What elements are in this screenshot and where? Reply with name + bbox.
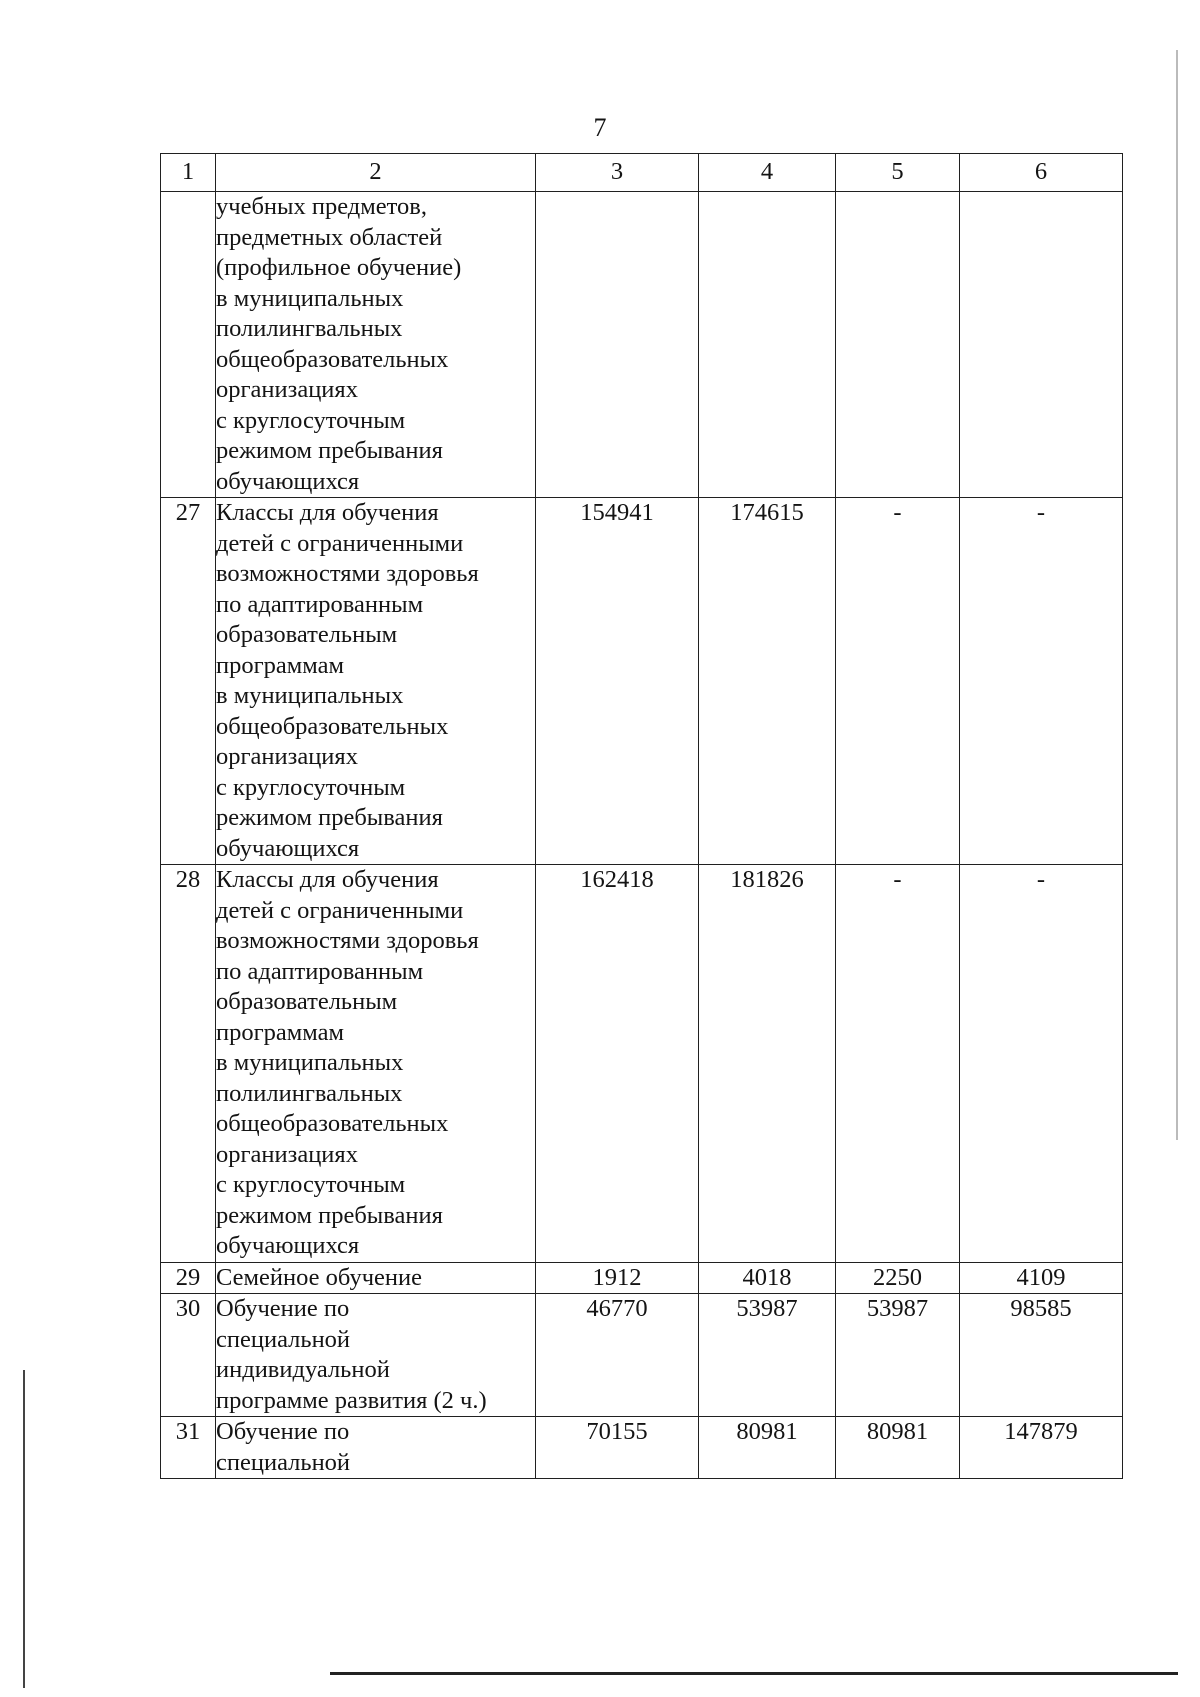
description-line: программам [216,651,345,679]
description-line: Классы для обучения [216,866,439,893]
description-line: обучающихся [216,834,360,862]
description-line: общеобразовательных [216,1110,449,1137]
description-line: (профильное обучение) [216,254,462,281]
value-cell-c6: - [960,498,1123,865]
row-description [216,498,536,865]
description-line: обучающихся [216,467,360,495]
description-line: программам [216,1018,345,1046]
description-line: общеобразовательных [216,712,449,740]
bottom-rule [330,1672,1178,1675]
description-line: образовательным [216,621,398,648]
value-cell-c5: 80981 [836,1417,960,1479]
row-description [216,865,536,1263]
description-line: образовательным [216,988,398,1015]
row-description [216,1294,536,1417]
description-line: специальной [216,1325,351,1353]
table-row [161,1417,1123,1479]
value-cell-c6: 98585 [960,1294,1123,1417]
value-cell-c3: 70155 [536,1417,699,1479]
description-line: общеобразовательных [216,345,449,373]
row-number: 29 [161,1262,216,1294]
table-row [161,865,1123,1263]
value-cell-c4: 181826 [699,865,836,1263]
description-line: предметных областей [216,223,443,251]
description-line: обучающихся [216,1232,360,1259]
description-line: организациях [216,743,358,770]
description-line: детей с ограниченными [216,529,464,557]
description-line: возможностями здоровья [216,560,479,587]
description-line: по адаптированным [216,957,424,985]
description-line: специальной [216,1448,351,1476]
value-cell-c6: - [960,865,1123,1263]
description-line: полилингвальных [216,315,403,342]
description-line: режимом пребывания [216,1201,443,1229]
table-row [161,498,1123,865]
table-header-row [161,154,1123,192]
row-description [216,1262,536,1294]
description-line: в муниципальных [216,284,404,312]
description-line: организациях [216,376,358,403]
value-cell-c4: 53987 [699,1294,836,1417]
description-line: возможностями здоровья [216,927,479,954]
description-line: индивидуальной [216,1356,390,1383]
column-header: 6 [960,154,1123,192]
description-line: организациях [216,1140,358,1168]
value-cell-c5: - [836,865,960,1263]
column-header: 2 [216,154,536,192]
value-cell-c3: 154941 [536,498,699,865]
description-line: с круглосуточным [216,773,406,801]
table-body [161,192,1123,1479]
value-cell-c3 [536,192,699,498]
value-cell-c4: 4018 [699,1262,836,1294]
description-line: режимом пребывания [216,437,443,464]
row-number: 31 [161,1417,216,1479]
row-number: 30 [161,1294,216,1417]
value-cell-c6: 147879 [960,1417,1123,1479]
value-cell-c3: 162418 [536,865,699,1263]
row-description [216,192,536,498]
value-cell-c4: 80981 [699,1417,836,1479]
description-line: с круглосуточным [216,1171,406,1198]
value-cell-c3: 1912 [536,1262,699,1294]
row-number: 28 [161,865,216,1263]
value-cell-c4: 174615 [699,498,836,865]
value-cell-c6 [960,192,1123,498]
description-line: в муниципальных [216,682,404,709]
description-line: программе развития (2 ч.) [216,1386,487,1414]
description-line: с круглосуточным [216,406,406,434]
description-line: Классы для обучения [216,499,439,526]
value-cell-c5: 2250 [836,1262,960,1294]
description-line: Обучение по [216,1418,350,1445]
column-header: 5 [836,154,960,192]
column-header: 1 [161,154,216,192]
data-table [160,153,1123,1479]
description-line: Семейное обучение [216,1263,422,1291]
column-header: 4 [699,154,836,192]
row-description [216,1417,536,1479]
value-cell-c5: 53987 [836,1294,960,1417]
description-line: в муниципальных [216,1049,404,1076]
description-line: режимом пребывания [216,804,443,831]
left-margin-line [23,1370,25,1688]
value-cell-c5: - [836,498,960,865]
value-cell-c6: 4109 [960,1262,1123,1294]
row-number: 27 [161,498,216,865]
table-row [161,192,1123,498]
value-cell-c5 [836,192,960,498]
row-number [161,192,216,498]
table-row [161,1262,1123,1294]
value-cell-c3: 46770 [536,1294,699,1417]
description-line: учебных предметов, [216,193,427,220]
description-line: по адаптированным [216,590,424,618]
value-cell-c4 [699,192,836,498]
table-row [161,1294,1123,1417]
column-header: 3 [536,154,699,192]
description-line: детей с ограниченными [216,896,464,924]
description-line: полилингвальных [216,1079,403,1107]
description-line: Обучение по [216,1295,350,1322]
page-number: 7 [593,113,607,142]
right-margin-line [1176,50,1178,1140]
